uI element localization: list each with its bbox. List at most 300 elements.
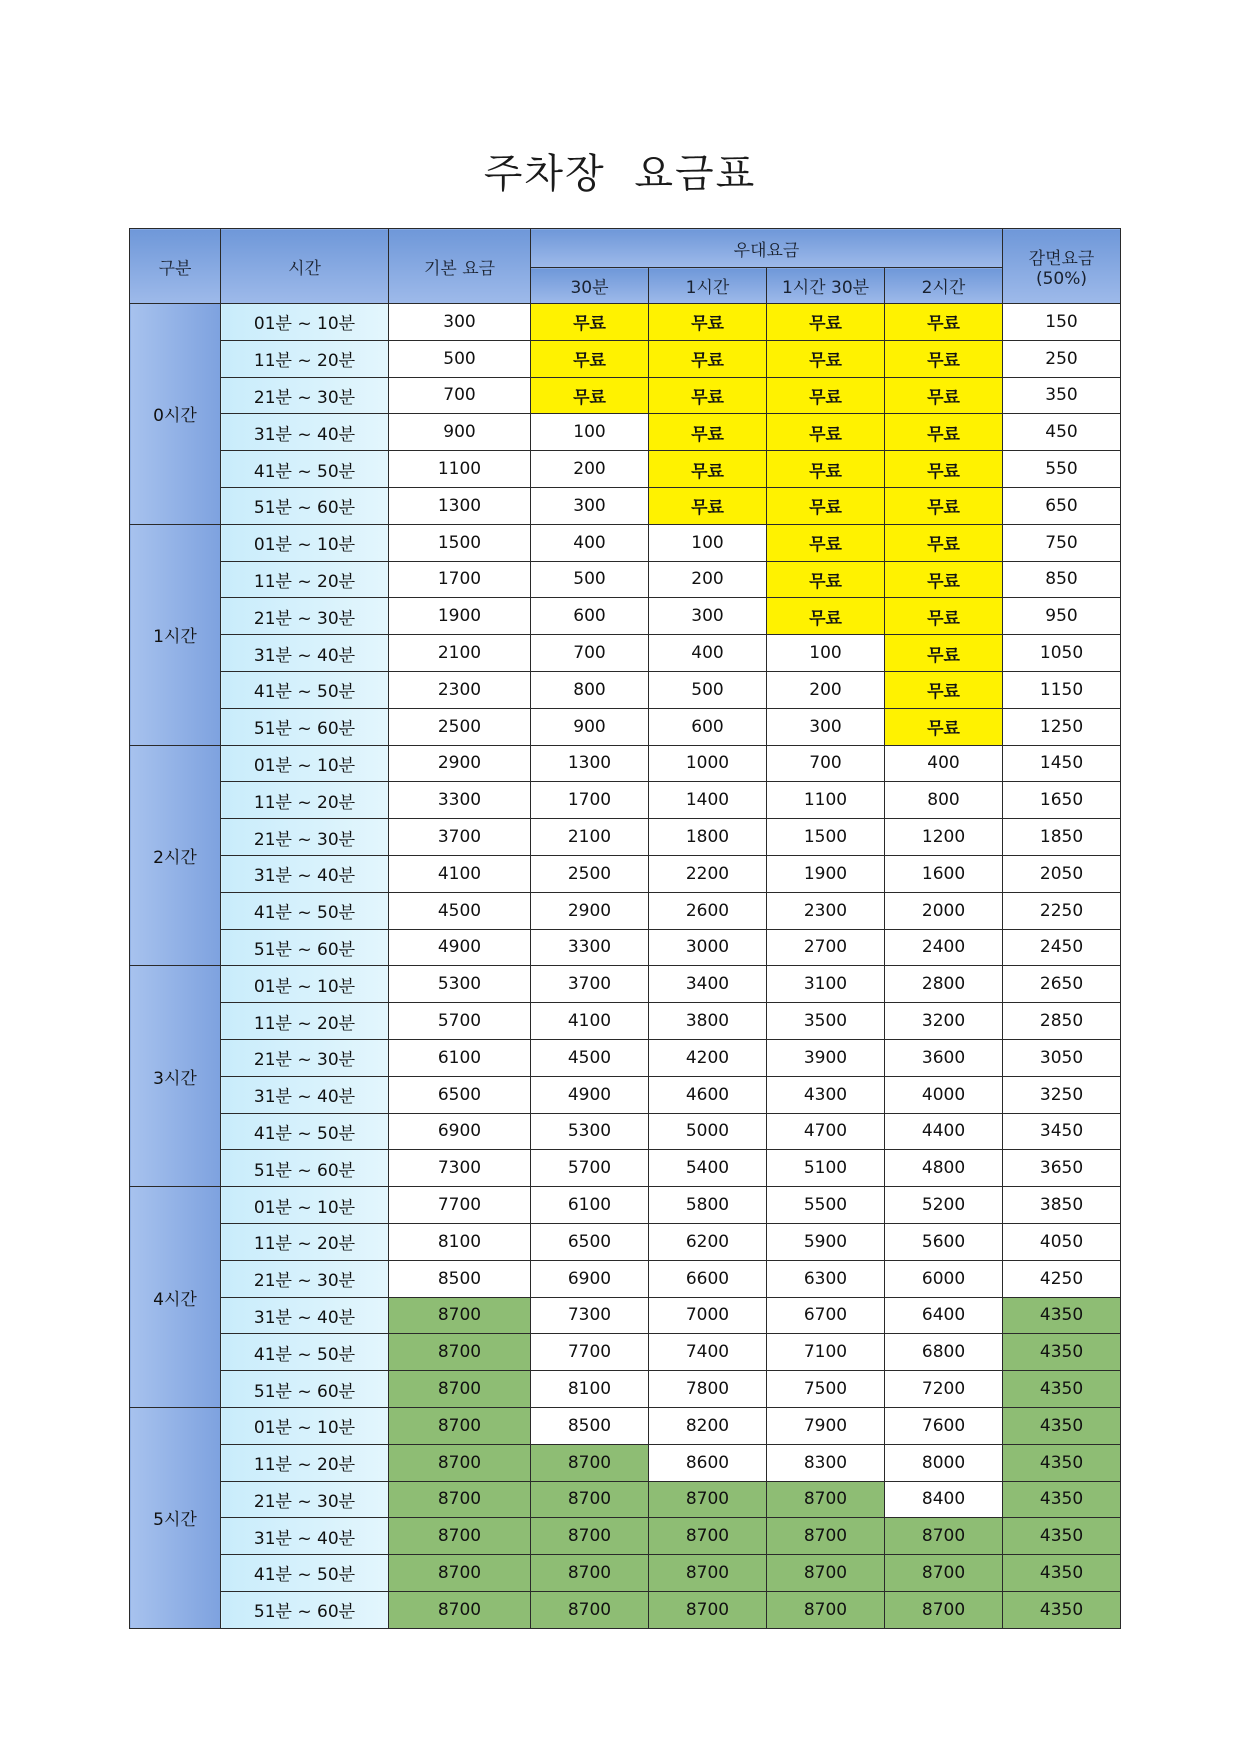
fee-cell-base: 1700	[389, 561, 531, 598]
fee-cell-d60: 5000	[649, 1113, 767, 1150]
table-row	[130, 745, 1121, 782]
fee-cell-base: 1100	[389, 451, 531, 488]
table-row	[130, 855, 1121, 892]
fee-cell-base: 8100	[389, 1223, 531, 1260]
fee-cell-base: 8700	[389, 1297, 531, 1334]
time-range-cell: 51분 ~ 60분	[221, 929, 389, 966]
fee-cell-reduced: 4350	[1003, 1591, 1121, 1628]
fee-cell-base: 5700	[389, 1003, 531, 1040]
table-row	[130, 1039, 1121, 1076]
table-row	[130, 304, 1121, 341]
time-range-cell: 31분 ~ 40분	[221, 1518, 389, 1555]
time-range-cell: 21분 ~ 30분	[221, 1260, 389, 1297]
table-row	[130, 929, 1121, 966]
fee-cell-d60: 2200	[649, 855, 767, 892]
fee-cell-d30: 500	[531, 561, 649, 598]
fee-cell-d60: 600	[649, 708, 767, 745]
fee-cell-d120: 무료	[885, 671, 1003, 708]
table-row	[130, 524, 1121, 561]
fee-cell-base: 2300	[389, 671, 531, 708]
table-row	[130, 708, 1121, 745]
parking-fee-table	[129, 228, 1121, 1629]
time-range-cell: 21분 ~ 30분	[221, 1039, 389, 1076]
fee-cell-d90: 8700	[767, 1481, 885, 1518]
fee-cell-reduced: 650	[1003, 487, 1121, 524]
fee-cell-d30: 8700	[531, 1591, 649, 1628]
fee-cell-base: 7700	[389, 1187, 531, 1224]
fee-cell-base: 3700	[389, 819, 531, 856]
fee-cell-d60: 1000	[649, 745, 767, 782]
fee-cell-d120: 400	[885, 745, 1003, 782]
table-row	[130, 598, 1121, 635]
time-range-cell: 21분 ~ 30분	[221, 598, 389, 635]
table-row	[130, 966, 1121, 1003]
fee-cell-base: 900	[389, 414, 531, 451]
table-row	[130, 1187, 1121, 1224]
fee-cell-d30: 무료	[531, 304, 649, 341]
time-range-cell: 51분 ~ 60분	[221, 1150, 389, 1187]
fee-cell-d30: 7300	[531, 1297, 649, 1334]
header-reduced-label: 감면요금	[1028, 248, 1095, 269]
fee-cell-base: 4100	[389, 855, 531, 892]
fee-cell-d30: 8700	[531, 1444, 649, 1481]
fee-cell-d60: 500	[649, 671, 767, 708]
fee-cell-d30: 2100	[531, 819, 649, 856]
fee-cell-reduced: 4350	[1003, 1371, 1121, 1408]
header-discount-120: 2시간	[885, 268, 1003, 304]
fee-cell-base: 7300	[389, 1150, 531, 1187]
fee-cell-d30: 3300	[531, 929, 649, 966]
fee-cell-d120: 무료	[885, 524, 1003, 561]
fee-cell-d60: 5800	[649, 1187, 767, 1224]
fee-cell-reduced: 4350	[1003, 1334, 1121, 1371]
header-reduced-fee	[1003, 229, 1121, 304]
table-row	[130, 1481, 1121, 1518]
fee-cell-base: 6100	[389, 1039, 531, 1076]
fee-cell-d30: 5300	[531, 1113, 649, 1150]
fee-cell-d120: 6000	[885, 1260, 1003, 1297]
header-reduced-sub: (50%)	[1035, 268, 1088, 289]
group-label: 0시간	[130, 304, 221, 525]
fee-cell-d60: 무료	[649, 304, 767, 341]
fee-cell-base: 6900	[389, 1113, 531, 1150]
fee-cell-base: 300	[389, 304, 531, 341]
fee-cell-base: 4900	[389, 929, 531, 966]
header-discount-60: 1시간	[649, 268, 767, 304]
group-label: 4시간	[130, 1187, 221, 1408]
fee-cell-d60: 6600	[649, 1260, 767, 1297]
fee-cell-reduced: 250	[1003, 340, 1121, 377]
fee-cell-d60: 무료	[649, 487, 767, 524]
time-range-cell: 41분 ~ 50분	[221, 1113, 389, 1150]
time-range-cell: 41분 ~ 50분	[221, 1555, 389, 1592]
fee-cell-d60: 3000	[649, 929, 767, 966]
fee-cell-d90: 무료	[767, 377, 885, 414]
fee-cell-d30: 3700	[531, 966, 649, 1003]
fee-cell-d30: 무료	[531, 340, 649, 377]
fee-cell-d90: 7100	[767, 1334, 885, 1371]
time-range-cell: 51분 ~ 60분	[221, 708, 389, 745]
fee-cell-d60: 무료	[649, 414, 767, 451]
time-range-cell: 01분 ~ 10분	[221, 1187, 389, 1224]
fee-cell-reduced: 150	[1003, 304, 1121, 341]
fee-cell-reduced: 4250	[1003, 1260, 1121, 1297]
fee-cell-d90: 8700	[767, 1555, 885, 1592]
fee-cell-d30: 900	[531, 708, 649, 745]
time-range-cell: 31분 ~ 40분	[221, 635, 389, 672]
fee-cell-d90: 5100	[767, 1150, 885, 1187]
fee-cell-d60: 8600	[649, 1444, 767, 1481]
fee-cell-d60: 200	[649, 561, 767, 598]
fee-cell-d30: 8100	[531, 1371, 649, 1408]
table-row	[130, 1297, 1121, 1334]
fee-cell-d120: 무료	[885, 414, 1003, 451]
fee-cell-d30: 400	[531, 524, 649, 561]
table-row	[130, 1444, 1121, 1481]
fee-cell-d90: 5900	[767, 1223, 885, 1260]
fee-cell-d90: 무료	[767, 451, 885, 488]
table-row	[130, 1003, 1121, 1040]
fee-cell-d30: 무료	[531, 377, 649, 414]
table-row	[130, 1076, 1121, 1113]
fee-cell-d120: 3200	[885, 1003, 1003, 1040]
fee-cell-d120: 7600	[885, 1407, 1003, 1444]
fee-cell-d90: 무료	[767, 414, 885, 451]
fee-cell-d90: 100	[767, 635, 885, 672]
fee-cell-base: 3300	[389, 782, 531, 819]
fee-cell-reduced: 1450	[1003, 745, 1121, 782]
fee-cell-d30: 4900	[531, 1076, 649, 1113]
fee-cell-d90: 6300	[767, 1260, 885, 1297]
fee-cell-reduced: 750	[1003, 524, 1121, 561]
header-group: 구분	[130, 229, 221, 304]
fee-cell-reduced: 3050	[1003, 1039, 1121, 1076]
fee-cell-d30: 300	[531, 487, 649, 524]
fee-cell-d120: 6800	[885, 1334, 1003, 1371]
fee-cell-reduced: 4350	[1003, 1444, 1121, 1481]
fee-cell-d60: 무료	[649, 340, 767, 377]
time-range-cell: 11분 ~ 20분	[221, 782, 389, 819]
fee-cell-d120: 800	[885, 782, 1003, 819]
fee-cell-reduced: 2850	[1003, 1003, 1121, 1040]
fee-cell-d30: 8700	[531, 1481, 649, 1518]
fee-cell-d90: 2300	[767, 892, 885, 929]
fee-cell-reduced: 1850	[1003, 819, 1121, 856]
fee-cell-reduced: 1150	[1003, 671, 1121, 708]
fee-cell-d90: 200	[767, 671, 885, 708]
time-range-cell: 41분 ~ 50분	[221, 1334, 389, 1371]
time-range-cell: 11분 ~ 20분	[221, 1444, 389, 1481]
table-body	[130, 304, 1121, 1629]
fee-cell-reduced: 2250	[1003, 892, 1121, 929]
time-range-cell: 01분 ~ 10분	[221, 745, 389, 782]
fee-cell-d90: 7900	[767, 1407, 885, 1444]
table-row	[130, 782, 1121, 819]
table-row	[130, 377, 1121, 414]
fee-cell-base: 8700	[389, 1334, 531, 1371]
table-row	[130, 1371, 1121, 1408]
fee-cell-d120: 무료	[885, 561, 1003, 598]
fee-cell-d30: 2900	[531, 892, 649, 929]
time-range-cell: 01분 ~ 10분	[221, 966, 389, 1003]
fee-cell-d30: 8700	[531, 1555, 649, 1592]
table-row	[130, 561, 1121, 598]
table-row	[130, 1334, 1121, 1371]
fee-cell-d60: 5400	[649, 1150, 767, 1187]
fee-cell-base: 1900	[389, 598, 531, 635]
fee-cell-d30: 8500	[531, 1407, 649, 1444]
fee-cell-reduced: 550	[1003, 451, 1121, 488]
fee-cell-d120: 2800	[885, 966, 1003, 1003]
header-discount-30: 30분	[531, 268, 649, 304]
fee-cell-d60: 무료	[649, 377, 767, 414]
table-row	[130, 1260, 1121, 1297]
fee-cell-d90: 무료	[767, 487, 885, 524]
fee-cell-d120: 6400	[885, 1297, 1003, 1334]
fee-cell-d90: 1100	[767, 782, 885, 819]
table-row	[130, 892, 1121, 929]
fee-cell-reduced: 3250	[1003, 1076, 1121, 1113]
table-row	[130, 671, 1121, 708]
fee-cell-d120: 8700	[885, 1518, 1003, 1555]
fee-cell-d30: 6500	[531, 1223, 649, 1260]
table-row	[130, 819, 1121, 856]
fee-cell-d60: 1400	[649, 782, 767, 819]
fee-cell-d90: 3100	[767, 966, 885, 1003]
fee-cell-d120: 무료	[885, 598, 1003, 635]
fee-cell-reduced: 1250	[1003, 708, 1121, 745]
fee-cell-d120: 무료	[885, 340, 1003, 377]
fee-cell-d30: 200	[531, 451, 649, 488]
time-range-cell: 41분 ~ 50분	[221, 451, 389, 488]
fee-cell-reduced: 850	[1003, 561, 1121, 598]
fee-cell-d90: 8700	[767, 1518, 885, 1555]
fee-cell-base: 2100	[389, 635, 531, 672]
time-range-cell: 21분 ~ 30분	[221, 377, 389, 414]
time-range-cell: 11분 ~ 20분	[221, 561, 389, 598]
fee-cell-d90: 2700	[767, 929, 885, 966]
group-label: 2시간	[130, 745, 221, 966]
fee-cell-d30: 600	[531, 598, 649, 635]
fee-cell-d60: 3800	[649, 1003, 767, 1040]
fee-cell-d90: 4300	[767, 1076, 885, 1113]
table-row	[130, 1555, 1121, 1592]
fee-cell-d120: 1600	[885, 855, 1003, 892]
fee-cell-d120: 2000	[885, 892, 1003, 929]
table-row	[130, 1591, 1121, 1628]
fee-cell-d30: 6900	[531, 1260, 649, 1297]
fee-cell-d90: 무료	[767, 340, 885, 377]
fee-cell-d30: 100	[531, 414, 649, 451]
table-row	[130, 451, 1121, 488]
fee-cell-base: 500	[389, 340, 531, 377]
fee-cell-d120: 무료	[885, 635, 1003, 672]
fee-cell-base: 5300	[389, 966, 531, 1003]
fee-cell-base: 8700	[389, 1591, 531, 1628]
fee-cell-d90: 3500	[767, 1003, 885, 1040]
time-range-cell: 51분 ~ 60분	[221, 1591, 389, 1628]
fee-cell-d60: 7000	[649, 1297, 767, 1334]
fee-cell-reduced: 450	[1003, 414, 1121, 451]
table-row	[130, 1518, 1121, 1555]
table-row	[130, 635, 1121, 672]
fee-cell-d60: 2600	[649, 892, 767, 929]
fee-cell-d30: 7700	[531, 1334, 649, 1371]
fee-cell-d90: 무료	[767, 598, 885, 635]
fee-cell-d60: 7400	[649, 1334, 767, 1371]
time-range-cell: 11분 ~ 20분	[221, 340, 389, 377]
fee-cell-d60: 무료	[649, 451, 767, 488]
fee-cell-d60: 3400	[649, 966, 767, 1003]
fee-cell-reduced: 4350	[1003, 1297, 1121, 1334]
fee-cell-base: 4500	[389, 892, 531, 929]
fee-cell-d120: 4000	[885, 1076, 1003, 1113]
fee-cell-reduced: 2450	[1003, 929, 1121, 966]
time-range-cell: 31분 ~ 40분	[221, 414, 389, 451]
time-range-cell: 41분 ~ 50분	[221, 671, 389, 708]
fee-cell-d90: 4700	[767, 1113, 885, 1150]
fee-cell-d90: 700	[767, 745, 885, 782]
fee-cell-d120: 8000	[885, 1444, 1003, 1481]
group-label: 5시간	[130, 1407, 221, 1628]
fee-cell-reduced: 3650	[1003, 1150, 1121, 1187]
fee-cell-d120: 8700	[885, 1591, 1003, 1628]
fee-cell-base: 8700	[389, 1481, 531, 1518]
time-range-cell: 31분 ~ 40분	[221, 1297, 389, 1334]
fee-cell-d120: 4800	[885, 1150, 1003, 1187]
time-range-cell: 21분 ~ 30분	[221, 1481, 389, 1518]
fee-cell-d60: 8700	[649, 1481, 767, 1518]
fee-cell-d90: 3900	[767, 1039, 885, 1076]
fee-cell-d60: 400	[649, 635, 767, 672]
table-row	[130, 1223, 1121, 1260]
table-row	[130, 414, 1121, 451]
fee-cell-d30: 4500	[531, 1039, 649, 1076]
fee-cell-d120: 5600	[885, 1223, 1003, 1260]
time-range-cell: 11분 ~ 20분	[221, 1003, 389, 1040]
fee-cell-base: 8700	[389, 1407, 531, 1444]
fee-cell-d90: 8700	[767, 1591, 885, 1628]
fee-cell-d30: 8700	[531, 1518, 649, 1555]
table-row	[130, 487, 1121, 524]
group-label: 3시간	[130, 966, 221, 1187]
fee-cell-d120: 4400	[885, 1113, 1003, 1150]
fee-cell-reduced: 4350	[1003, 1407, 1121, 1444]
header-time: 시간	[221, 229, 389, 304]
fee-cell-reduced: 1050	[1003, 635, 1121, 672]
fee-cell-d120: 무료	[885, 487, 1003, 524]
group-label: 1시간	[130, 524, 221, 745]
fee-cell-d90: 8300	[767, 1444, 885, 1481]
fee-cell-d120: 5200	[885, 1187, 1003, 1224]
time-range-cell: 41분 ~ 50분	[221, 892, 389, 929]
fee-cell-base: 700	[389, 377, 531, 414]
fee-cell-d30: 5700	[531, 1150, 649, 1187]
table-row	[130, 1150, 1121, 1187]
fee-cell-base: 8700	[389, 1518, 531, 1555]
fee-cell-base: 8700	[389, 1555, 531, 1592]
fee-cell-reduced: 4050	[1003, 1223, 1121, 1260]
fee-cell-reduced: 2650	[1003, 966, 1121, 1003]
fee-cell-d30: 1700	[531, 782, 649, 819]
table-row	[130, 1407, 1121, 1444]
fee-cell-d30: 1300	[531, 745, 649, 782]
time-range-cell: 21분 ~ 30분	[221, 819, 389, 856]
fee-cell-d90: 무료	[767, 561, 885, 598]
fee-cell-d90: 무료	[767, 524, 885, 561]
header-discount-90: 1시간 30분	[767, 268, 885, 304]
fee-cell-reduced: 3450	[1003, 1113, 1121, 1150]
fee-cell-d30: 2500	[531, 855, 649, 892]
fee-cell-d30: 6100	[531, 1187, 649, 1224]
fee-cell-reduced: 4350	[1003, 1481, 1121, 1518]
fee-cell-d60: 300	[649, 598, 767, 635]
fee-cell-d90: 무료	[767, 304, 885, 341]
fee-cell-reduced: 4350	[1003, 1555, 1121, 1592]
fee-cell-d120: 무료	[885, 304, 1003, 341]
fee-cell-reduced: 1650	[1003, 782, 1121, 819]
fee-cell-d90: 5500	[767, 1187, 885, 1224]
fee-cell-base: 8700	[389, 1444, 531, 1481]
fee-cell-d60: 8700	[649, 1591, 767, 1628]
fee-cell-d120: 무료	[885, 708, 1003, 745]
fee-cell-d90: 1900	[767, 855, 885, 892]
fee-cell-reduced: 350	[1003, 377, 1121, 414]
table-header	[130, 229, 1121, 304]
fee-cell-d60: 4600	[649, 1076, 767, 1113]
fee-cell-base: 2900	[389, 745, 531, 782]
fee-cell-d90: 1500	[767, 819, 885, 856]
fee-cell-d120: 7200	[885, 1371, 1003, 1408]
time-range-cell: 51분 ~ 60분	[221, 487, 389, 524]
fee-cell-d90: 7500	[767, 1371, 885, 1408]
fee-cell-d120: 무료	[885, 377, 1003, 414]
time-range-cell: 31분 ~ 40분	[221, 1076, 389, 1113]
fee-cell-d60: 100	[649, 524, 767, 561]
fee-cell-d60: 7800	[649, 1371, 767, 1408]
page-title: 주차장 요금표	[483, 151, 757, 197]
time-range-cell: 01분 ~ 10분	[221, 304, 389, 341]
header-base-fee: 기본 요금	[389, 229, 531, 304]
fee-cell-d120: 3600	[885, 1039, 1003, 1076]
fee-cell-d120: 8700	[885, 1555, 1003, 1592]
fee-cell-d30: 4100	[531, 1003, 649, 1040]
fee-cell-d90: 6700	[767, 1297, 885, 1334]
fee-cell-reduced: 4350	[1003, 1518, 1121, 1555]
fee-cell-d120: 1200	[885, 819, 1003, 856]
time-range-cell: 01분 ~ 10분	[221, 524, 389, 561]
fee-cell-reduced: 2050	[1003, 855, 1121, 892]
fee-cell-d60: 6200	[649, 1223, 767, 1260]
table-row	[130, 340, 1121, 377]
fee-cell-base: 1500	[389, 524, 531, 561]
fee-cell-d120: 8400	[885, 1481, 1003, 1518]
fee-cell-reduced: 3850	[1003, 1187, 1121, 1224]
fee-cell-d120: 무료	[885, 451, 1003, 488]
time-range-cell: 51분 ~ 60분	[221, 1371, 389, 1408]
fee-cell-base: 6500	[389, 1076, 531, 1113]
time-range-cell: 31분 ~ 40분	[221, 855, 389, 892]
fee-cell-base: 2500	[389, 708, 531, 745]
fee-cell-d60: 8200	[649, 1407, 767, 1444]
time-range-cell: 11분 ~ 20분	[221, 1223, 389, 1260]
fee-cell-d120: 2400	[885, 929, 1003, 966]
fee-cell-d60: 1800	[649, 819, 767, 856]
time-range-cell: 01분 ~ 10분	[221, 1407, 389, 1444]
fee-cell-reduced: 950	[1003, 598, 1121, 635]
fee-cell-d30: 700	[531, 635, 649, 672]
fee-cell-d30: 800	[531, 671, 649, 708]
